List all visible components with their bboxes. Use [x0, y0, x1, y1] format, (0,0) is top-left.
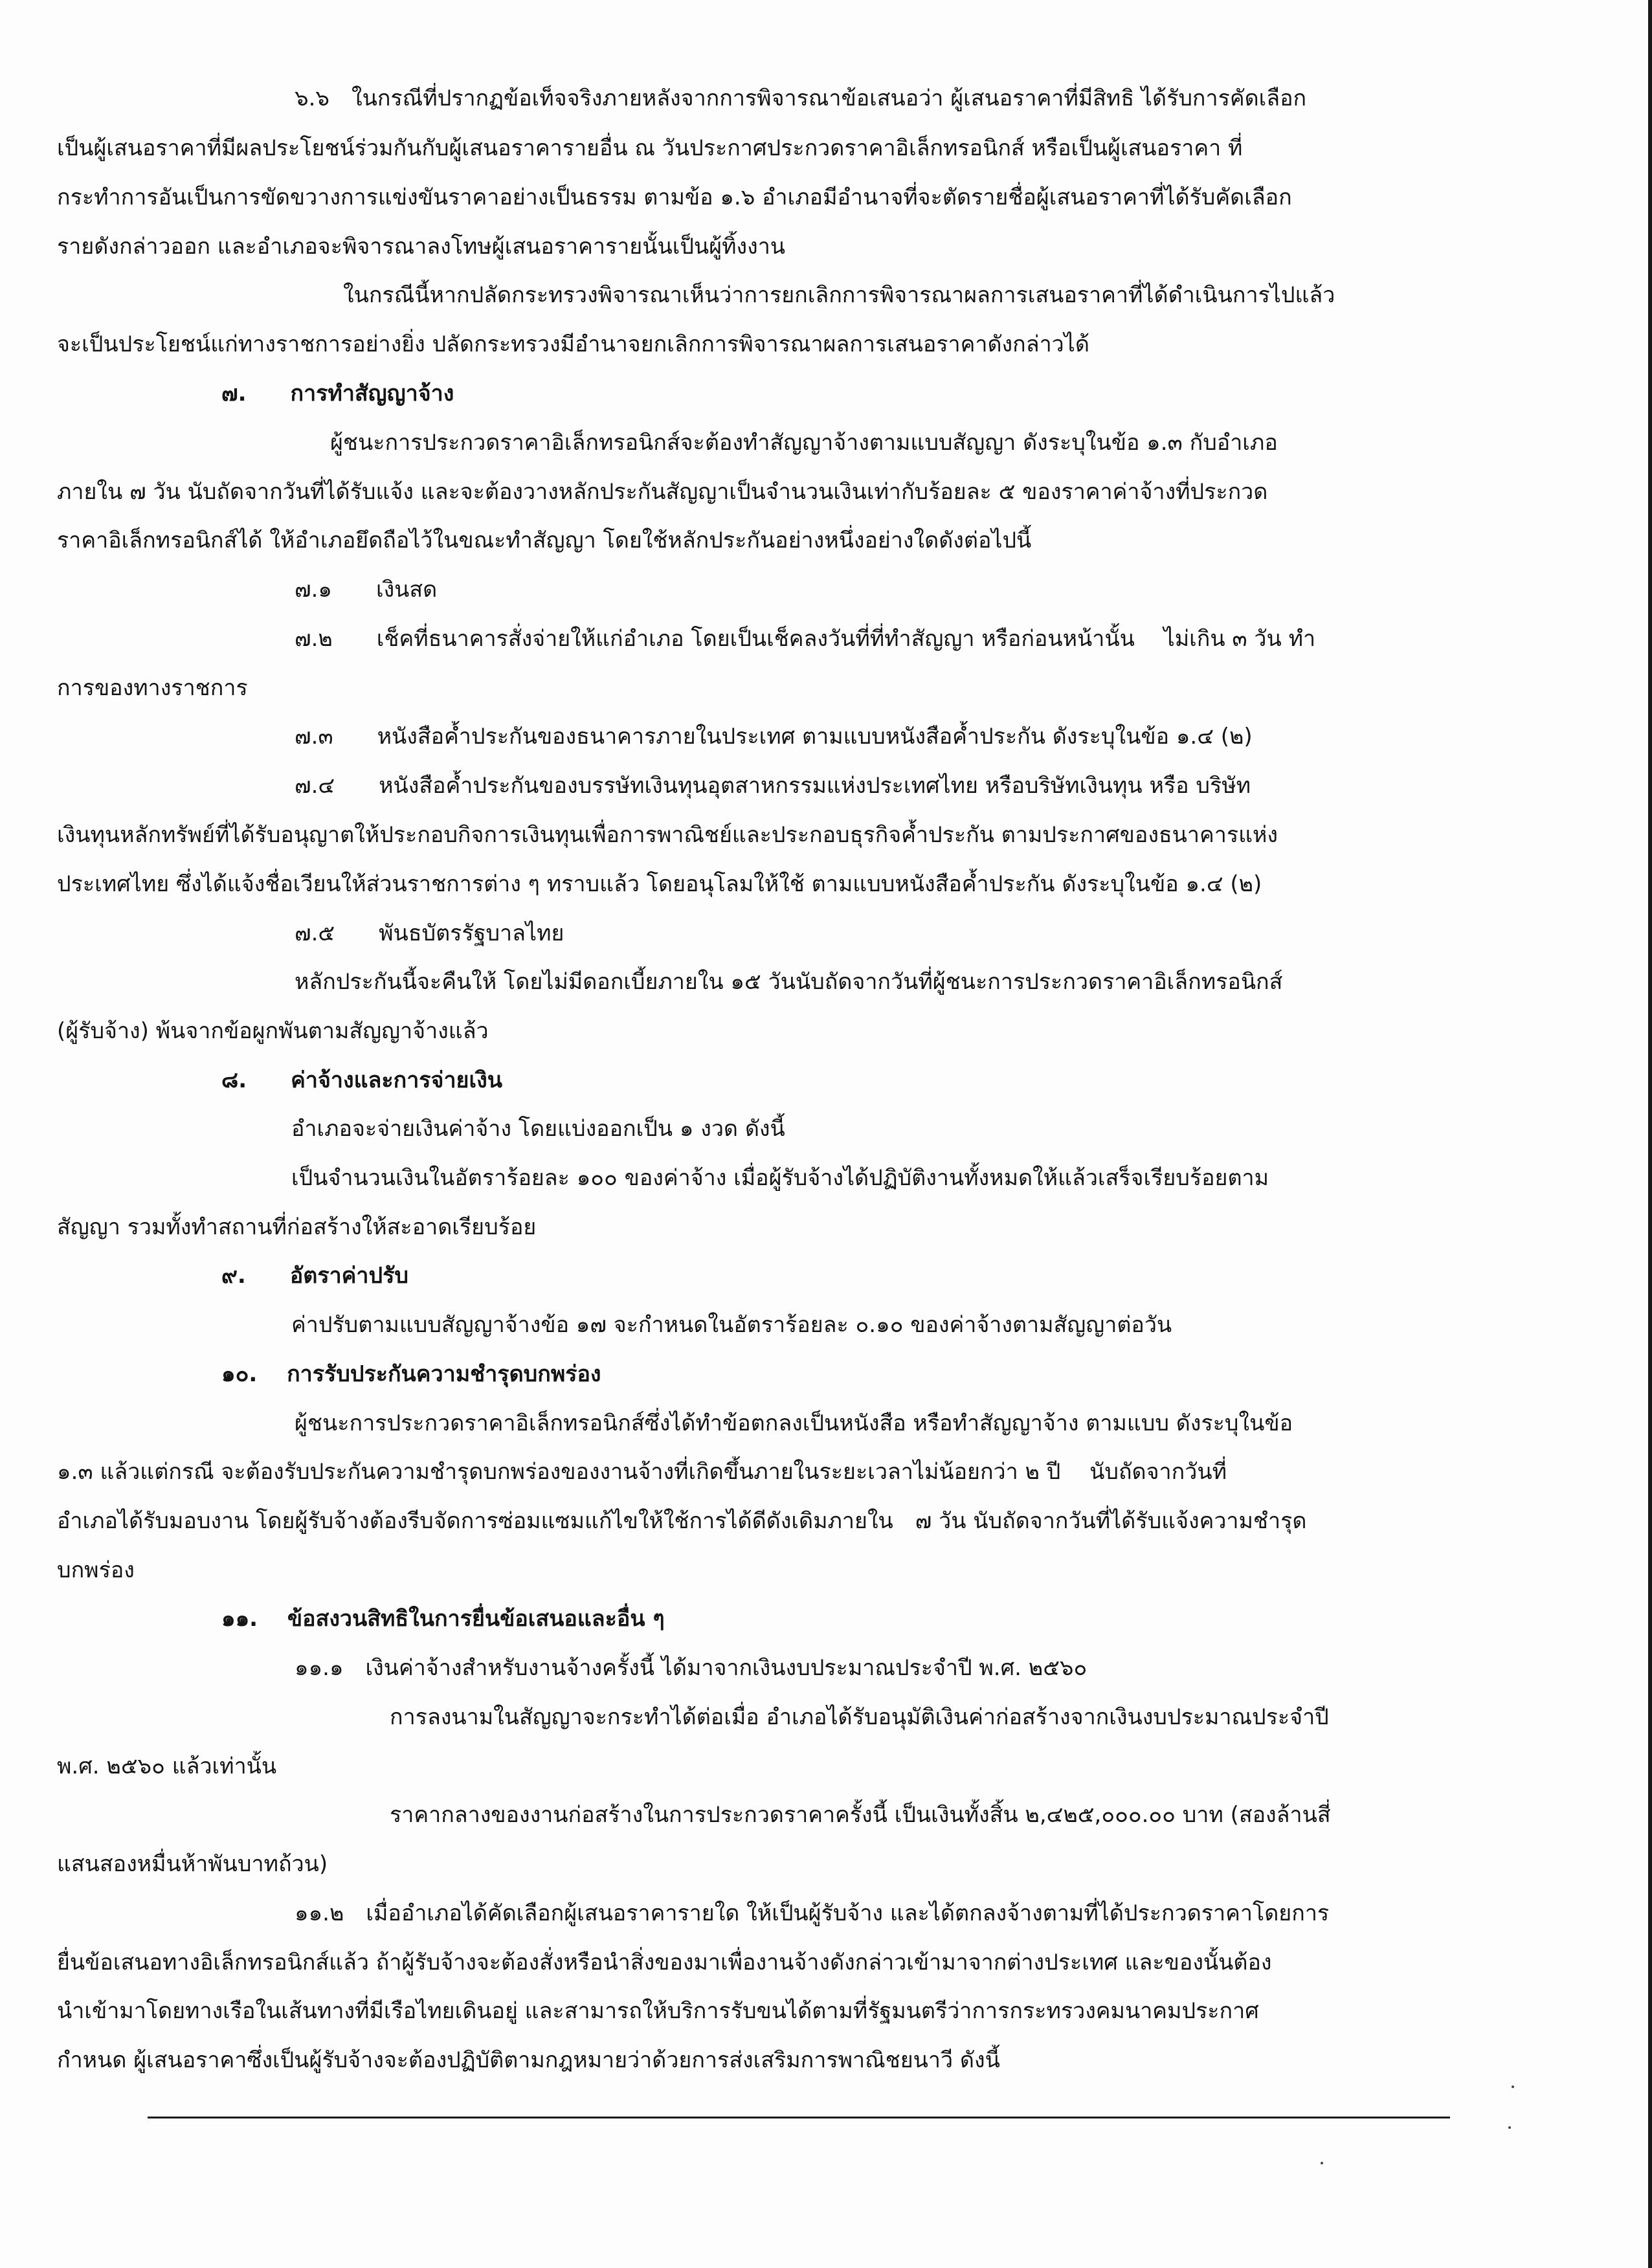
item-11-1-line-1: ๑๑.๑ เงินค่าจ้างสำหรับงานจ้างครั้งนี้ ได้มาจากเงินงบประมาณประจำปี พ.ศ. ๒๕๖๐ [295, 1655, 1088, 1681]
item-7-3: ๗.๓ หนังสือค้ำประกันของธนาคารภายในประเทศ ตามแบบหนังสือค้ำประกัน ดังระบุในข้อ ๑.๔ (๒) [295, 724, 1253, 750]
paragraph-6-6-line-2: เป็นผู้เสนอราคาที่มีผลประโยชน์ร่วมกันกับผู้เสนอราคารายอื่น ณ วันประกาศประกวดราคาอิเล็กทรอนิกส์ หรือเป็นผู้เสนอราคา ที่ [57, 135, 1243, 161]
paragraph-6-6-line-4: รายดังกล่าวออก และอำเภอจะพิจารณาลงโทษผู้เสนอราคารายนั้นเป็นผู้ทิ้งงาน [57, 234, 786, 260]
item-7-2-line-1: ๗.๒ เช็คที่ธนาคารสั่งจ่ายให้แก่อำเภอ โดยเป็นเช็คลงวันที่ที่ทำสัญญา หรือก่อนหน้านั้น ไม่เกิน ๓ วัน ทำ [295, 626, 1316, 652]
paragraph-6-6-line-1: ๖.๖ ในกรณีที่ปรากฏข้อเท็จจริงภายหลังจากการพิจารณาข้อเสนอว่า ผู้เสนอราคาที่มีสิทธิ ได้รับการคัดเลือก [295, 85, 1307, 111]
section-9-line-1: ค่าปรับตามแบบสัญญาจ้างข้อ ๑๗ จะกำหนดในอัตราร้อยละ ๐.๑๐ ของค่าจ้างตามสัญญาต่อวัน [291, 1312, 1172, 1338]
item-11-1-line-5: แสนสองหมื่นห้าพันบาทถ้วน) [57, 1851, 328, 1877]
item-11-1-line-4: ราคากลางของงานก่อสร้างในการประกวดราคาครั้งนี้ เป็นเงินทั้งสิ้น ๒,๔๒๕,๐๐๐.๐๐ บาท (สองล้านสี่ [390, 1802, 1331, 1828]
item-11-1-line-2: การลงนามในสัญญาจะกระทำได้ต่อเมื่อ อำเภอได้รับอนุมัติเงินค่าก่อสร้างจากเงินงบประมาณประจำปี [390, 1704, 1329, 1730]
item-11-2-line-1: ๑๑.๒ เมื่ออำเภอได้คัดเลือกผู้เสนอราคารายใด ให้เป็นผู้รับจ้าง และได้ตกลงจ้างตามที่ได้ประกวดราคาโดยการ [295, 1900, 1330, 1926]
section-7-line-2: ภายใน ๗ วัน นับถัดจากวันที่ได้รับแจ้ง และจะต้องวางหลักประกันสัญญาเป็นจำนวนเงินเท่ากับร้อยละ ๕ ของราคาค่าจ้างที่ประกวด [57, 479, 1268, 505]
section-8-line-3: สัญญา รวมทั้งทำสถานที่ก่อสร้างให้สะอาดเรียบร้อย [57, 1214, 537, 1240]
underline-rule [148, 2117, 1450, 2118]
item-11-2-line-4: กำหนด ผู้เสนอราคาซึ่งเป็นผู้รับจ้างจะต้องปฏิบัติตามกฎหมายว่าด้วยการส่งเสริมการพาณิชยนาวี ดังนี้ [57, 2047, 1000, 2073]
item-7-2-line-2: การของทางราชการ [57, 675, 248, 701]
scan-speck [1512, 2085, 1514, 2088]
section-7-line-3: ราคาอิเล็กทรอนิกส์ได้ ให้อำเภอยึดถือไว้ในขณะทำสัญญา โดยใช้หลักประกันอย่างหนึ่งอย่างใดดังต่อไปนี้ [57, 528, 1032, 553]
scan-speck [1508, 2126, 1511, 2129]
item-11-1-line-3: พ.ศ. ๒๕๖๐ แล้วเท่านั้น [57, 1753, 277, 1779]
section-7-return-line-1: หลักประกันนี้จะคืนให้ โดยไม่มีดอกเบี้ยภายใน ๑๕ วันนับถัดจากวันที่ผู้ชนะการประกวดราคาอิเล็กทรอนิกส์ [295, 969, 1283, 995]
section-8-heading: ๘. ค่าจ้างและการจ่ายเงิน [221, 1067, 502, 1093]
section-10-line-3: อำเภอได้รับมอบงาน โดยผู้รับจ้างต้องรีบจัดการซ่อมแซมแก้ไขให้ใช้การได้ดีดังเดิมภายใน ๗ วัน นับถัดจากวันที่ได้รับแจ้งความชำรุด [57, 1508, 1307, 1534]
section-10-line-4: บกพร่อง [57, 1557, 135, 1583]
section-8-line-2: เป็นจำนวนเงินในอัตราร้อยละ ๑๐๐ ของค่าจ้าง เมื่อผู้รับจ้างได้ปฏิบัติงานทั้งหมดให้แล้วเสร็จเรียบร้อยตาม [291, 1165, 1269, 1191]
item-11-2-line-3: นำเข้ามาโดยทางเรือในเส้นทางที่มีเรือไทยเดินอยู่ และสามารถให้บริการรับขนได้ตามที่รัฐมนตรีว่าการกระทรวงคมนาคมประกาศ [57, 1998, 1259, 2024]
section-9-heading: ๙. อัตราค่าปรับ [221, 1263, 408, 1289]
section-8-line-1: อำเภอจะจ่ายเงินค่าจ้าง โดยแบ่งออกเป็น ๑ งวด ดังนี้ [291, 1116, 785, 1142]
section-7-line-1: ผู้ชนะการประกวดราคาอิเล็กทรอนิกส์จะต้องทำสัญญาจ้างตามแบบสัญญา ดังระบุในข้อ ๑.๓ กับอำเภอ [330, 430, 1278, 456]
scan-speck [1321, 2162, 1323, 2164]
paragraph-6-6-line-5: ในกรณีนี้หากปลัดกระทรวงพิจารณาเห็นว่าการยกเลิกการพิจารณาผลการเสนอราคาที่ได้ดำเนินการไปแล้ว [343, 282, 1335, 308]
paragraph-6-6-line-3: กระทำการอันเป็นการขัดขวางการแข่งขันราคาอย่างเป็นธรรม ตามข้อ ๑.๖ อำเภอมีอำนาจที่จะตัดรายชื่อผู้เสนอราคาที่ได้รับคัดเลือก [57, 184, 1292, 210]
item-7-1: ๗.๑ เงินสด [295, 577, 438, 603]
paragraph-6-6-line-6: จะเป็นประโยชน์แก่ทางราชการอย่างยิ่ง ปลัดกระทรวงมีอำนาจยกเลิกการพิจารณาผลการเสนอราคาดังกล่าวได้ [57, 331, 1089, 357]
section-11-heading: ๑๑. ข้อสงวนสิทธิในการยื่นข้อเสนอและอื่น ๆ [221, 1606, 665, 1632]
section-7-heading: ๗. การทำสัญญาจ้าง [221, 381, 454, 406]
section-10-line-1: ผู้ชนะการประกวดราคาอิเล็กทรอนิกส์ซึ่งได้ทำข้อตกลงเป็นหนังสือ หรือทำสัญญาจ้าง ตามแบบ ดังระบุในข้อ [295, 1410, 1293, 1436]
section-7-return-line-2: (ผู้รับจ้าง) พ้นจากข้อผูกพันตามสัญญาจ้างแล้ว [57, 1018, 489, 1044]
item-7-5: ๗.๕ พันธบัตรรัฐบาลไทย [295, 920, 564, 946]
section-10-heading: ๑๐. การรับประกันความชำรุดบกพร่อง [221, 1361, 601, 1387]
scan-edge [1648, 0, 1652, 2268]
item-7-4-line-1: ๗.๔ หนังสือค้ำประกันของบรรษัทเงินทุนอุตสาหกรรมแห่งประเทศไทย หรือบริษัทเงินทุน หรือ บริษัท [295, 773, 1251, 799]
item-7-4-line-2: เงินทุนหลักทรัพย์ที่ได้รับอนุญาตให้ประกอบกิจการเงินทุนเพื่อการพาณิชย์และประกอบธุรกิจค้ำประกัน ตามประกาศของธนาคารแห่ง [57, 822, 1278, 848]
item-7-4-line-3: ประเทศไทย ซึ่งได้แจ้งชื่อเวียนให้ส่วนราชการต่าง ๆ ทราบแล้ว โดยอนุโลมให้ใช้ ตามแบบหนังสือค้ำประกัน ดังระบุในข้อ ๑.๔ (๒) [57, 871, 1262, 897]
section-10-line-2: ๑.๓ แล้วแต่กรณี จะต้องรับประกันความชำรุดบกพร่องของงานจ้างที่เกิดขึ้นภายในระยะเวลาไม่น้อยกว่า ๒ ปี นับถัดจากวันที่ [57, 1459, 1227, 1485]
item-11-2-line-2: ยื่นข้อเสนอทางอิเล็กทรอนิกส์แล้ว ถ้าผู้รับจ้างจะต้องสั่งหรือนำสิ่งของมาเพื่องานจ้างดังกล่าวเข้ามาจากต่างประเทศ และของนั้นต้อง [57, 1950, 1272, 1975]
